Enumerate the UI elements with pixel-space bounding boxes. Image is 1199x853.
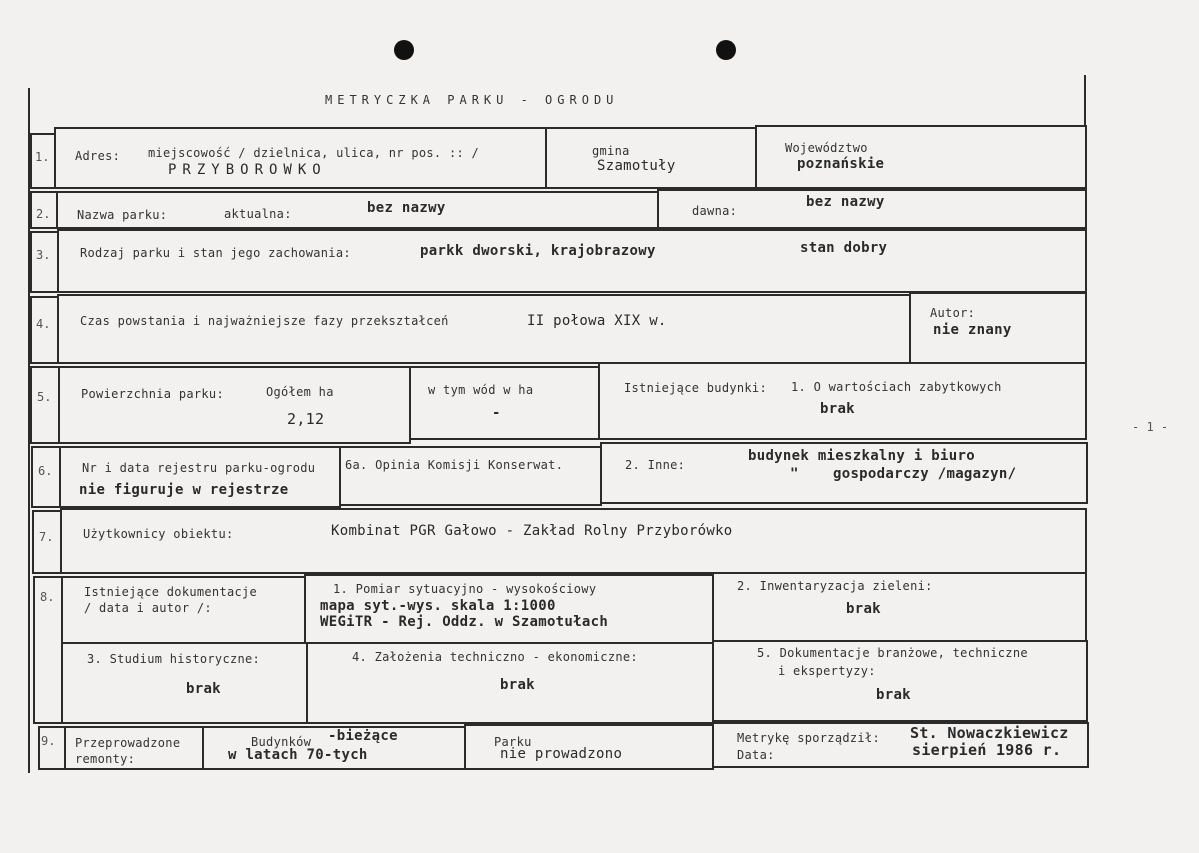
rodzaj-label: Rodzaj parku i stan jego zachowania: xyxy=(80,246,351,260)
row-5-number-cell xyxy=(30,366,60,444)
remonty-label-1: Przeprowadzone xyxy=(75,736,181,750)
row-7-number: 7. xyxy=(39,530,54,544)
zabytkowe-value: brak xyxy=(820,401,855,417)
budynkow-label: Budynków xyxy=(251,735,312,749)
row-3-number: 3. xyxy=(36,248,51,262)
inne-value-line-2: gospodarczy /magazyn/ xyxy=(833,466,1017,482)
aktualna-label: aktualna: xyxy=(224,207,292,221)
metryke-label: Metrykę sporządził: xyxy=(737,731,880,745)
czas-powstania-label: Czas powstania i najważniejsze fazy przekształceń xyxy=(80,314,449,328)
page-number: - 1 - xyxy=(1132,420,1169,434)
row-3-content-cell xyxy=(57,229,1087,293)
gmina-label: gmina xyxy=(592,144,630,158)
punch-hole-left xyxy=(394,40,414,60)
rejestr-label: Nr i data rejestru parku-ogrodu xyxy=(82,461,316,475)
inne-ditto-mark: " xyxy=(790,466,799,482)
row-9-number: 9. xyxy=(41,734,56,748)
row-4-czas-cell xyxy=(57,294,911,364)
wojewodztwo-value: poznańskie xyxy=(797,156,885,172)
row-5-powierzchnia-cell xyxy=(58,366,411,444)
wody-value: - xyxy=(492,405,501,421)
data-label: Data: xyxy=(737,748,775,762)
row-8-number: 8. xyxy=(40,590,55,604)
pomiar-value-2: WEGiTR - Rej. Oddz. w Szamotułach xyxy=(320,614,609,630)
ogolem-value: 2,12 xyxy=(287,410,325,428)
inne-value-line-1: budynek mieszkalny i biuro xyxy=(748,448,975,464)
autor-label: Autor: xyxy=(930,306,976,320)
budynkow-value-2: w latach 70-tych xyxy=(228,747,368,763)
zalozenia-label: 4. Założenia techniczno - ekonomiczne: xyxy=(352,650,638,664)
remonty-label-2: remonty: xyxy=(75,752,136,766)
nazwa-parku-label: Nazwa parku: xyxy=(77,208,168,222)
row-7-content-cell xyxy=(60,508,1087,574)
powierzchnia-label: Powierzchnia parku: xyxy=(81,387,224,401)
dokumentacje-label-1: Istniejące dokumentacje xyxy=(84,585,258,599)
inne-label: 2. Inne: xyxy=(625,458,686,472)
sporzadzil-value: St. Nowaczkiewicz xyxy=(910,724,1069,742)
istniejace-budynki-label: Istniejące budynki: xyxy=(624,381,767,395)
wojewodztwo-label: Województwo xyxy=(785,141,868,155)
stan-value: stan dobry xyxy=(800,240,888,256)
gmina-value: Szamotuły xyxy=(597,158,676,174)
punch-hole-right xyxy=(716,40,736,60)
zalozenia-value: brak xyxy=(500,677,535,693)
opinia-label: 6a. Opinia Komisji Konserwat. xyxy=(345,458,564,472)
autor-value: nie znany xyxy=(933,322,1012,338)
form-title: METRYCZKA PARKU - OGRODU xyxy=(325,93,619,107)
row-9-number-cell xyxy=(38,726,66,770)
dawna-label: dawna: xyxy=(692,204,738,218)
studium-label: 3. Studium historyczne: xyxy=(87,652,261,666)
dokumentacje-branzowe-label-2: i ekspertyzy: xyxy=(778,664,876,678)
czas-powstania-value: II połowa XIX w. xyxy=(527,313,667,329)
parku-label: Parku xyxy=(494,735,532,749)
row-2-number: 2. xyxy=(36,207,51,221)
inwentaryzacja-label: 2. Inwentaryzacja zieleni: xyxy=(737,579,933,593)
pomiar-value-1: mapa syt.-wys. skala 1:1000 xyxy=(320,598,556,614)
row-4-number: 4. xyxy=(36,317,51,331)
data-value: sierpień 1986 r. xyxy=(912,741,1062,759)
inwentaryzacja-value: brak xyxy=(846,601,881,617)
right-border-top xyxy=(1084,75,1086,125)
row-6-opinia-cell xyxy=(339,446,602,506)
dokumentacje-label-2: / data i autor /: xyxy=(84,601,212,615)
ogolem-label: Ogółem ha xyxy=(266,385,334,399)
aktualna-value: bez nazwy xyxy=(367,200,446,216)
pomiar-label: 1. Pomiar sytuacyjno - wysokościowy xyxy=(333,582,597,596)
uzytkownicy-label: Użytkownicy obiektu: xyxy=(83,527,234,541)
dokumentacje-branzowe-value: brak xyxy=(876,687,911,703)
rejestr-value: nie figuruje w rejestrze xyxy=(79,482,289,498)
rodzaj-value: parkk dworski, krajobrazowy xyxy=(420,243,656,259)
row-3-number-cell xyxy=(30,231,59,293)
wody-label: w tym wód w ha xyxy=(428,383,534,397)
adres-description: miejscowość / dzielnica, ulica, nr pos. :: / xyxy=(148,146,480,160)
zabytkowe-label: 1. O wartościach zabytkowych xyxy=(791,380,1002,394)
row-1-number: 1. xyxy=(35,150,50,164)
miejscowosc-value: PRZYBOROWKO xyxy=(168,162,327,178)
row-6-number: 6. xyxy=(38,464,53,478)
uzytkownicy-value: Kombinat PGR Gałowo - Zakład Rolny Przyborówko xyxy=(331,523,733,539)
row-6-rejestr-cell xyxy=(59,446,341,508)
budynkow-value-1: -bieżące xyxy=(328,728,398,744)
adres-label: Adres: xyxy=(75,149,121,163)
row-5-wody-cell xyxy=(409,366,600,440)
dokumentacje-branzowe-label-1: 5. Dokumentacje branżowe, techniczne xyxy=(757,646,1028,660)
dawna-value: bez nazwy xyxy=(806,194,885,210)
parku-value: nie prowadzono xyxy=(500,746,623,762)
studium-value: brak xyxy=(186,681,221,697)
row-5-number: 5. xyxy=(37,390,52,404)
